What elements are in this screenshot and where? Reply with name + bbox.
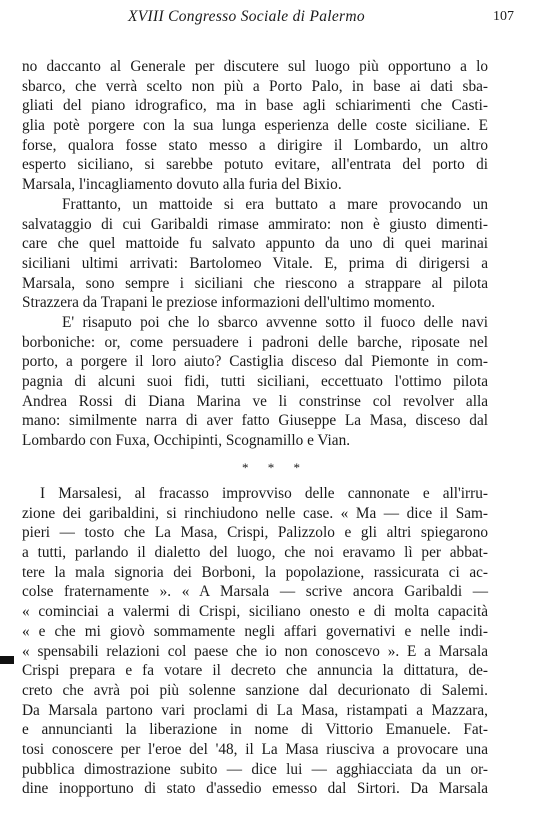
text-line: pieri — tosto che La Masa, Crispi, Palizzolo e gli altri spiegarono bbox=[22, 524, 488, 542]
text-line: pubblica dimostrazione subito — dice lui — agghiacciata da un or- bbox=[22, 760, 488, 778]
text-line: care che quel mattoide fu salvato appunto da uno di quei marinai bbox=[22, 235, 488, 253]
text-line: Marsala, l'incagliamento dovuto alla furia del Bixio. bbox=[22, 176, 342, 194]
text-line: glia potè porgere con la sua lunga esperienza delle coste siciliane. E bbox=[22, 117, 488, 135]
text-line: pagnia di alcuni suoi fidi, tutti siciliani, eccettuato l'ottimo pilota bbox=[22, 373, 488, 390]
text-line: « spensabili relazioni col paese che io non conoscevo ». E a Marsala bbox=[22, 642, 488, 660]
page-number: 107 bbox=[493, 9, 514, 24]
text-line: porto, a porgere il loro aiuto? Castiglia disceso dal Piemonte in com- bbox=[22, 353, 488, 371]
text-line: Strazzera da Trapani le preziose informazioni dell'ultimo momento. bbox=[22, 294, 436, 312]
text-line: tosi conoscere per l'eroe del '48, il La Masa riusciva a provocare una bbox=[22, 740, 488, 758]
text-line: forse, qualora fosse stato messo a dirigire il Lombardo, un altro bbox=[22, 136, 488, 154]
text-line: sbarco, che verrà scelto non più a Porto Palo, in base ai dati sba- bbox=[22, 77, 488, 95]
running-head bbox=[0, 8, 550, 30]
running-title: XVIII Congresso Sociale di Palermo bbox=[128, 8, 365, 25]
text-line: colse fraternamente ». « A Marsala — scrive ancora Garibaldi — bbox=[22, 583, 488, 601]
text-line: borboniche: or, come persuadere i padroni delle barche, riposate nel bbox=[22, 333, 488, 351]
text-block-second bbox=[22, 484, 488, 799]
text-line: « cominciai a valermi di Crispi, siciliano onesto e di molta capacità bbox=[22, 603, 488, 621]
text-line: mano: similmente narra di aver fatto Giuseppe La Masa, disceso dal bbox=[22, 412, 488, 430]
text-line: no daccanto al Generale per discutere sul luogo più opportuno a lo bbox=[22, 58, 488, 75]
text-block-first bbox=[22, 57, 488, 451]
text-line: tere la mala signoria dei Borboni, la popolazione, rassicurata ci ac- bbox=[22, 563, 488, 581]
margin-mark bbox=[0, 656, 14, 664]
text-line: e annuncianti la liberazione in nome di Vittorio Emanuele. Fat- bbox=[22, 721, 488, 739]
text-line: « e che mi giovò sommamente negli affari governativi e nelle indi- bbox=[22, 622, 488, 640]
text-line: zione dei garibaldini, si rinchiudono nelle case. « Ma — dice il Sam- bbox=[22, 504, 488, 522]
text-line: a tutti, parlando il dialetto del luogo, che noi eravamo lì per abbat- bbox=[22, 544, 488, 562]
text-line: Frattanto, un mattoide si era buttato a mare provocando un bbox=[62, 195, 488, 213]
text-line: E' risaputo poi che lo sbarco avvenne sotto il fuoco delle navi bbox=[62, 313, 488, 331]
text-line: esperto siciliano, si sarebbe potuto evitare, all'entrata del porto di bbox=[22, 156, 488, 174]
text-line: dine inopportuno di stato d'assedio emesso dal Sirtori. Da Marsala bbox=[22, 780, 488, 798]
text-line: gliati del piano idrografico, ma in base agli schiarimenti che Casti- bbox=[22, 97, 488, 115]
text-line: Andrea Rossi di Diana Marina ve li constrinse col revolver alla bbox=[22, 392, 488, 410]
text-line: Lombardo con Fuxa, Occhipinti, Scognamillo e Vian. bbox=[22, 432, 351, 450]
text-line: I Marsalesi, al fracasso improvviso delle cannonate e all'irru- bbox=[40, 485, 488, 502]
text-line: salvataggio di cui Garibaldi rimase ammirato: non è giusto dimenti- bbox=[22, 215, 488, 233]
text-line: Da Marsala partono vari proclami di La Masa, ristampati a Mazzara, bbox=[22, 701, 488, 719]
text-line: siciliani ultimi arrivati: Bartolomeo Vitale. E, prima di dirigersi a bbox=[22, 254, 488, 272]
text-line: Crispi prepara e fa votare il decreto che annuncia la dittatura, de- bbox=[22, 662, 488, 680]
text-line: creto che avrà poi più solenne sanzione dal decurionato di Salemi. bbox=[22, 681, 488, 699]
section-separator: * * * bbox=[242, 460, 308, 475]
text-line: Marsala, sono sempre i siciliani che riescono a strappare al pilota bbox=[22, 274, 488, 292]
